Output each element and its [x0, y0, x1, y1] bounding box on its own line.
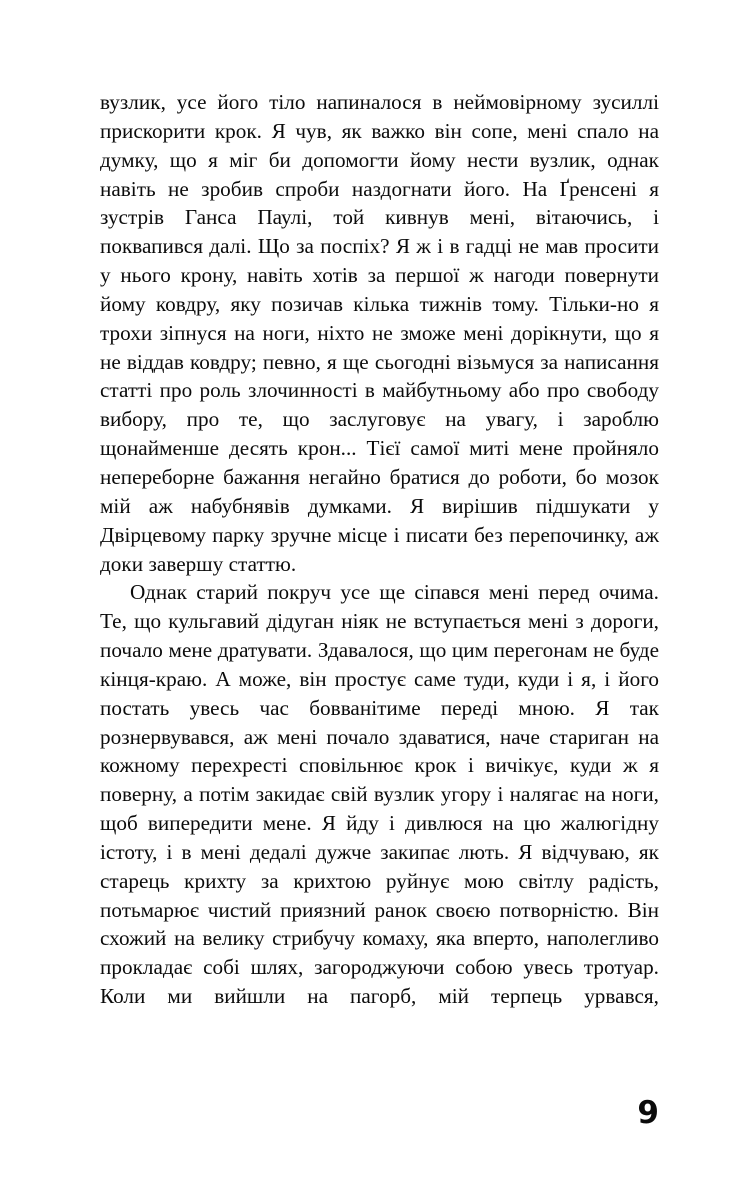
paragraph-2: Однак старий покруч усе ще сіпався мені перед очима. Те, що кульгавий дідуган ніяк не вступається мені з дороги, почало мене дратувати. Здавалося, що цим перегонам не буде кінця-краю. А може, він простує саме туди, куди і я, і його постать увесь час бовванітиме переді мною. Я так рознервувався, аж мені почало здаватися, наче стариган на кожному перехресті сповільнює крок і вичікує, куди ж я поверну, а потім закидає свій вузлик угору і налягає на ноги, щоб випередити мене. Я йду і дивлюся на цю жалюгідну істоту, і в мені дедалі дужче закипає лють. Я відчуваю, як старець крихту за крихтою руйнує мою світлу радість, потьмарює чистий приязний ранок своєю потворністю. Він схожий на велику стрибучу комаху, яка вперто, наполегливо прокладає собі шлях, загороджуючи собою увесь тротуар. Коли ми вийшли на пагорб, мій терпець урвався,	[100, 580, 659, 1009]
page-number: 9	[637, 1095, 659, 1131]
paragraph-1: вузлик, усе його тіло напиналося в неймовірному зусиллі прискорити крок. Я чув, як важко він сопе, мені спало на думку, що я міг би допомогти йому нести вузлик, однак навіть не зробив спроби наздогнати його. На Ґренсені я зустрів Ганса Паулі, той кивнув мені, вітаючись, і поквапився далі. Що за поспіх? Я ж і в гадці не мав просити у нього крону, навіть хотів за першої ж нагоди повернути йому ковдру, яку позичав кілька тижнів тому. Тільки-но я трохи зіпнуся на ноги, ніхто не зможе мені дорікнути, що я не віддав ковдру; певно, я ще сьогодні візьмуся за написання статті про роль злочинності в майбутньому або про свободу вибору, про те, що заслуговує на увагу, і зароблю щонайменше десять крон... Тієї самої миті мене пройняло непереборне бажання негайно братися до роботи, бо мозок мій аж набубнявів думками. Я вирішив підшукати у Двірцевому парку зручне місце і писати без перепочинку, аж доки завершу статтю.	[100, 90, 659, 576]
page-text-block	[100, 88, 659, 1040]
